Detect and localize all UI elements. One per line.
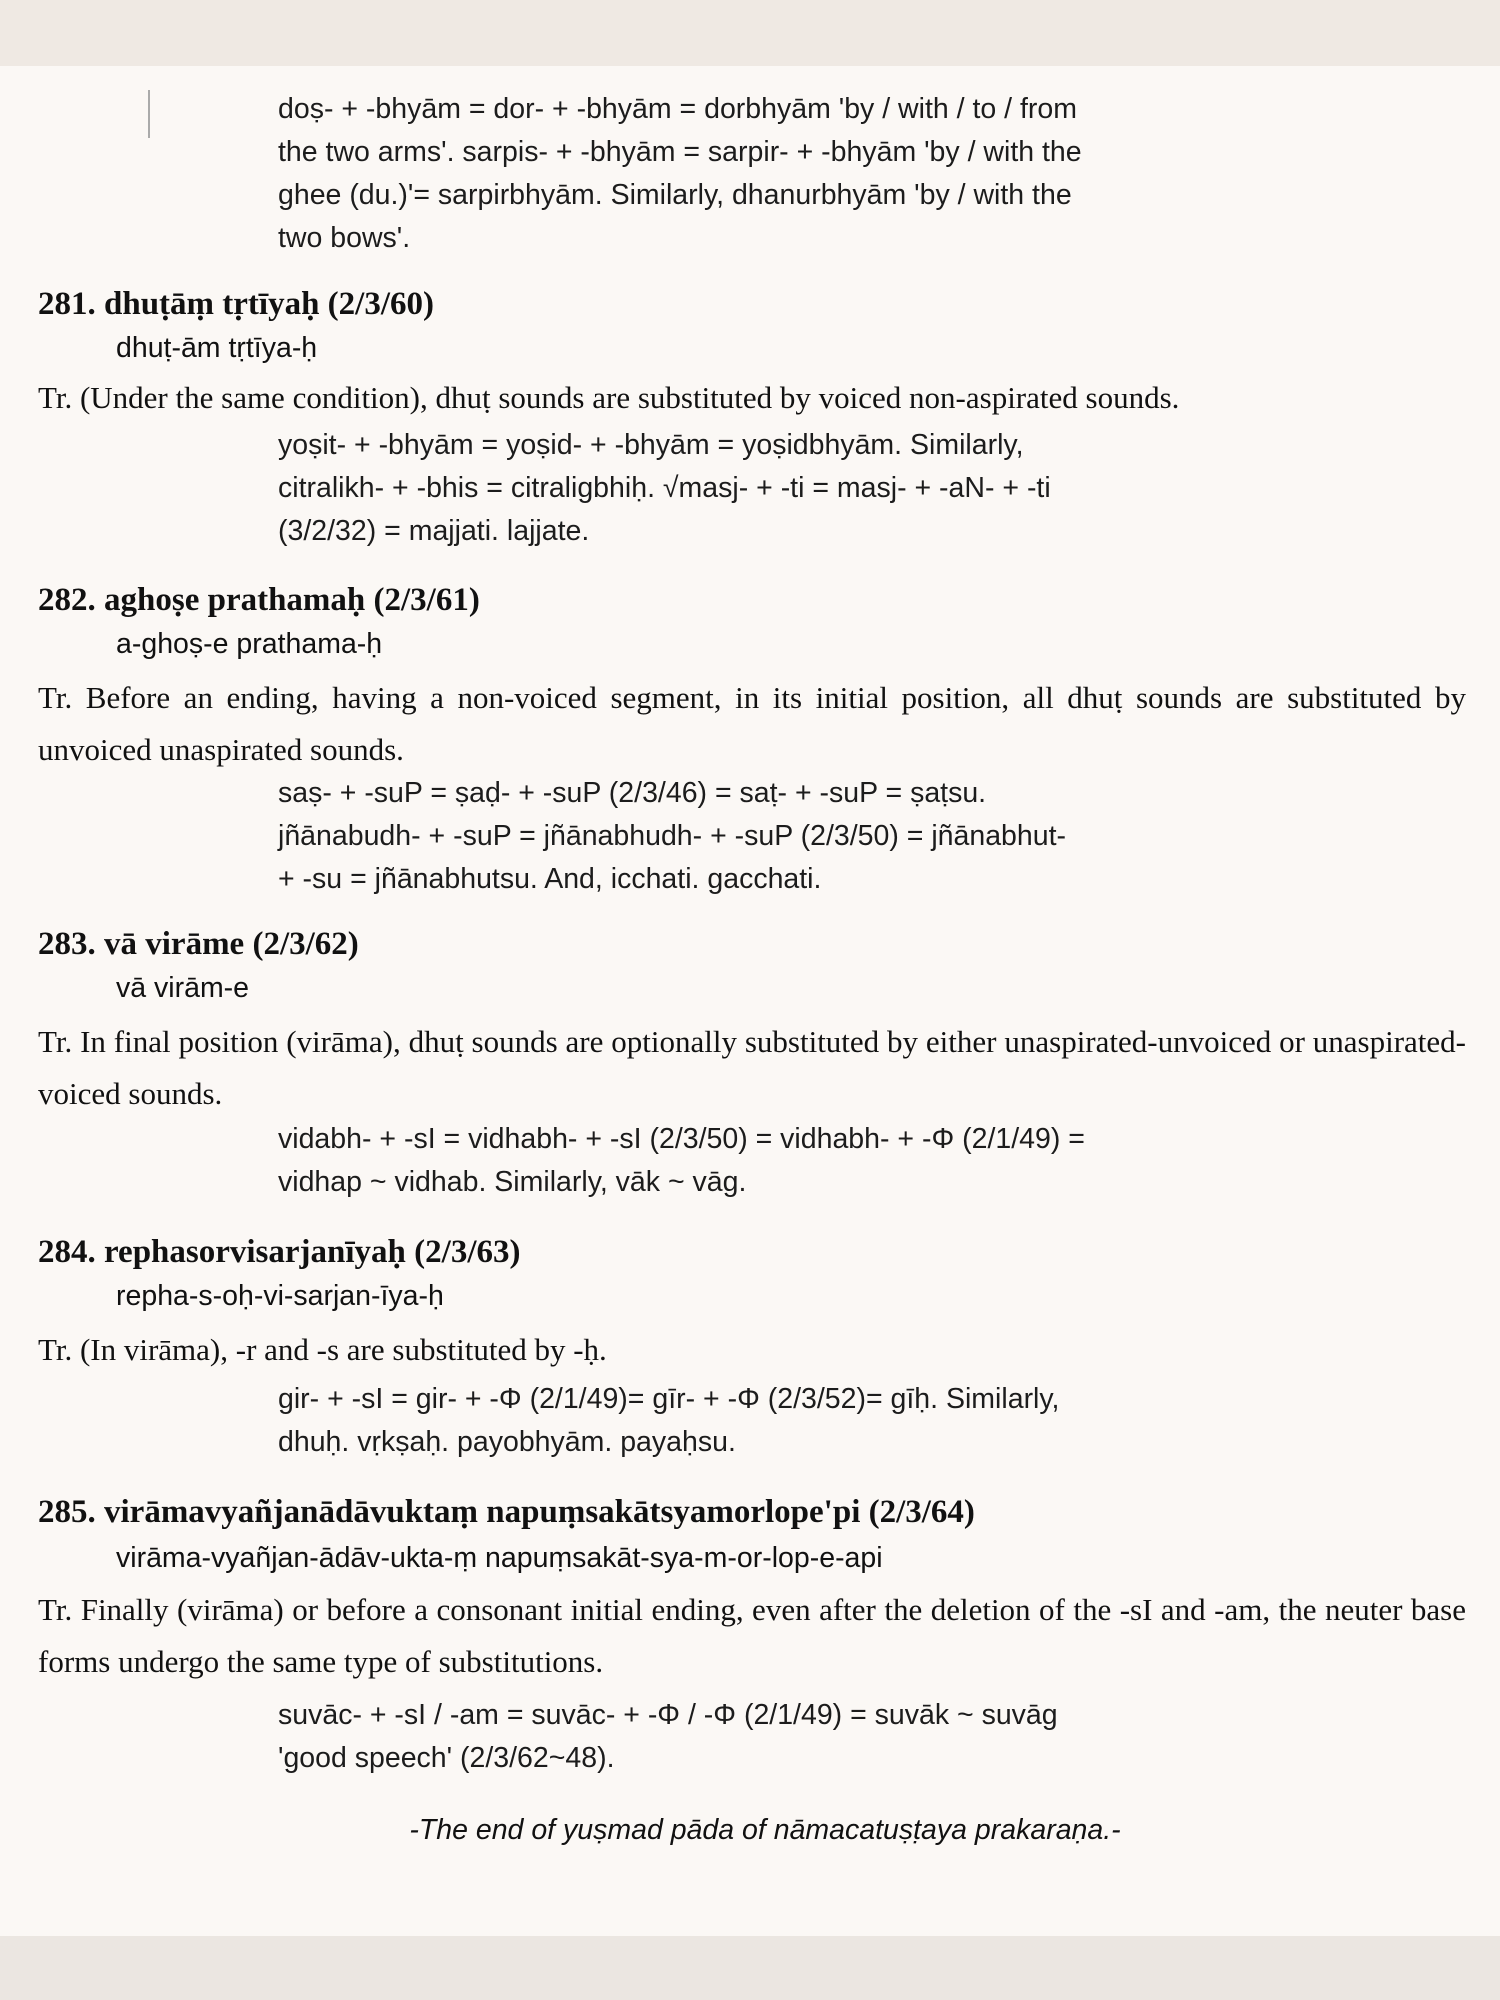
example-line: doṣ- + -bhyām = dor- + -bhyām = dorbhyām 'by / with / to / from (278, 93, 1078, 125)
example-line: saṣ- + -suP = ṣaḍ- + -suP (2/3/46) = saṭ- + -suP = ṣaṭsu. (278, 777, 987, 809)
sutra-translation: Tr. (In virāma), -r and -s are substituted by -ḥ. (38, 1332, 607, 1367)
sutra-translation: Tr. In final position (virāma), dhuṭ sounds are optionally substituted by either unaspirated-unvoiced or unaspirated- voiced sounds. (38, 1024, 1466, 1111)
sutra-split: repha-s-oḥ-vi-sarjan-īya-ḥ (116, 1280, 444, 1312)
sutra-split: vā virām-e (116, 972, 250, 1004)
sutra-split: dhuṭ-ām tṛtīya-ḥ (116, 332, 318, 364)
sutra-heading: 282. aghoṣe prathamaḥ (2/3/61) (38, 582, 480, 618)
example-line: (3/2/32) = majjati. lajjate. (278, 515, 590, 547)
example-line: vidhap ~ vidhab. Similarly, vāk ~ vāg. (278, 1166, 747, 1198)
sutra-example (278, 424, 1236, 553)
example-line: gir- + -sI = gir- + -Φ (2/1/49)= gīr- + -Φ (2/3/52)= gīḥ. Similarly, (278, 1383, 1060, 1415)
example-line: dhuḥ. vṛkṣaḥ. payobhyām. payaḥsu. (278, 1426, 736, 1458)
sutra-heading: 283. vā virāme (2/3/62) (38, 926, 359, 962)
example-line: ghee (du.)'= sarpirbhyām. Similarly, dhanurbhyām 'by / with the (278, 179, 1072, 211)
example-line: citralikh- + -bhis = citraligbhiḥ. √masj- + -ti = masj- + -aN- + -ti (278, 472, 1051, 504)
margin-mark (148, 90, 150, 138)
sutra-example (278, 1118, 1236, 1204)
intro-example (278, 88, 1236, 260)
section-end-note: -The end of yuṣmad pāda of nāmacatuṣṭaya prakaraṇa.- (409, 1814, 1121, 1846)
example-line: suvāc- + -sI / -am = suvāc- + -Φ / -Φ (2/1/49) = suvāk ~ suvāg (278, 1699, 1058, 1731)
example-line: yoṣit- + -bhyām = yoṣid- + -bhyām = yoṣidbhyām. Similarly, (278, 429, 1024, 461)
example-line: 'good speech' (2/3/62~48). (278, 1742, 615, 1774)
sutra-heading: 284. rephasorvisarjanīyaḥ (2/3/63) (38, 1234, 521, 1270)
sutra-heading: 285. virāmavyañjanādāvuktaṃ napuṃsakātsyamorlope'pi (2/3/64) (38, 1494, 975, 1530)
sutra-translation: Tr. Before an ending, having a non-voiced segment, in its initial position, all dhuṭ sounds are substituted by unvoiced unaspirated sounds. (38, 680, 1466, 767)
example-line: the two arms'. sarpis- + -bhyām = sarpir- + -bhyām 'by / with the (278, 136, 1082, 168)
sutra-split: a-ghoṣ-e prathama-ḥ (116, 628, 383, 660)
scan-bottom-edge (0, 1936, 1500, 2000)
example-line: vidabh- + -sI = vidhabh- + -sI (2/3/50) = vidhabh- + -Φ (2/1/49) = (278, 1123, 1085, 1155)
example-line: jñānabudh- + -suP = jñānabhudh- + -suP (2/3/50) = jñānabhut- (278, 820, 1067, 852)
sutra-split: virāma-vyañjan-ādāv-ukta-ṃ napuṃsakāt-sya-m-or-lop-e-api (116, 1542, 883, 1574)
sutra-heading: 281. dhuṭāṃ tṛtīyaḥ (2/3/60) (38, 286, 434, 322)
sutra-example (278, 1694, 1238, 1780)
example-line: + -su = jñānabhutsu. And, icchati. gacchati. (278, 863, 822, 895)
sutra-translation: Tr. (Under the same condition), dhuṭ sounds are substituted by voiced non-aspirated sounds. (38, 380, 1180, 415)
sutra-example (278, 772, 1236, 901)
example-line: two bows'. (278, 222, 411, 254)
sutra-example (278, 1378, 1236, 1464)
sutra-translation: Tr. Finally (virāma) or before a consonant initial ending, even after the deletion of the -sI and -am, the neuter base forms undergo the same type of substitutions. (38, 1592, 1466, 1679)
